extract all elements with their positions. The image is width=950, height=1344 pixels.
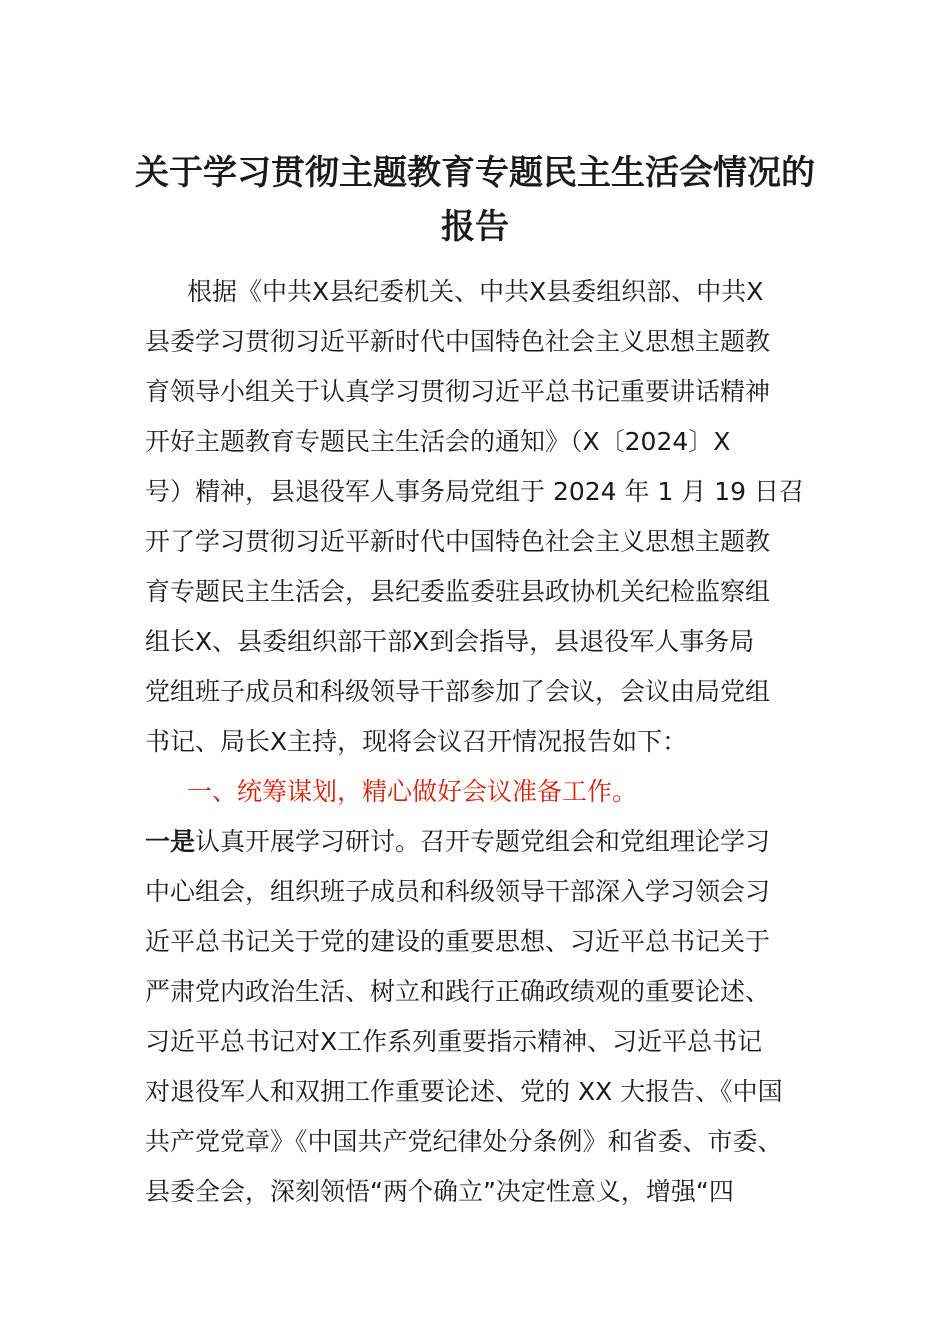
paragraph-line: 组长Ⅹ、县委组织部干部Ⅹ到会指导，县退役军人事务局 bbox=[145, 627, 755, 656]
section-heading: 一、统筹谋划，精心做好会议准备工作。 bbox=[187, 777, 638, 806]
paragraph-line: 育专题民主生活会，县纪委监委驻县政协机关纪检监察组 bbox=[145, 577, 771, 606]
paragraph-line: 严肃党内政治生活、树立和践行正确政绩观的重要论述、 bbox=[145, 977, 771, 1006]
paragraph-line: 县委学习贯彻习近平新时代中国特色社会主义思想主题教 bbox=[145, 327, 771, 356]
paragraph-line: 号）精神，县退役军人事务局党组于 2024 年 1 月 19 日召 bbox=[145, 477, 805, 506]
paragraph-line: 中心组会，组织班子成员和科级领导干部深入学习领会习 bbox=[145, 877, 771, 906]
paragraph-line: 开好主题教育专题民主生活会的通知》（Ⅹ〔2024〕Ⅹ bbox=[145, 427, 731, 456]
paragraph-line: 共产党党章》《中国共产党纪律处分条例》和省委、市委、 bbox=[145, 1127, 783, 1156]
document-title: 关于学习贯彻主题教育专题民主生活会情况的报告 bbox=[135, 153, 815, 247]
paragraph-line: 党组班子成员和科级领导干部参加了会议，会议由局党组 bbox=[145, 677, 771, 706]
paragraph-line: 书记、局长Ⅹ主持，现将会议召开情况报告如下： bbox=[145, 727, 688, 756]
lead-bold: 一是 bbox=[145, 827, 196, 856]
paragraph-line bbox=[145, 817, 805, 867]
lead-rest: 认真开展学习研讨。召开专题党组会和党组理论学习 bbox=[195, 827, 771, 856]
paragraph-line: 县委全会，深刻领悟“两个确立”决定性意义，增强“四 bbox=[145, 1177, 734, 1206]
paragraph-line: 育领导小组关于认真学习贯彻习近平总书记重要讲话精神 bbox=[145, 377, 771, 406]
paragraph-line: 对退役军人和双拥工作重要论述、党的 XX 大报告、《中国 bbox=[145, 1077, 783, 1106]
paragraph-line: 近平总书记关于党的建设的重要思想、习近平总书记关于 bbox=[145, 927, 771, 956]
document-body bbox=[145, 267, 805, 1217]
paragraph-line: 根据《中共Ⅹ县纪委机关、中共Ⅹ县委组织部、中共Ⅹ bbox=[187, 277, 764, 306]
paragraph-line: 习近平总书记对Ⅹ工作系列重要指示精神、习近平总书记 bbox=[145, 1027, 763, 1056]
paragraph-line: 开了学习贯彻习近平新时代中国特色社会主义思想主题教 bbox=[145, 527, 771, 556]
